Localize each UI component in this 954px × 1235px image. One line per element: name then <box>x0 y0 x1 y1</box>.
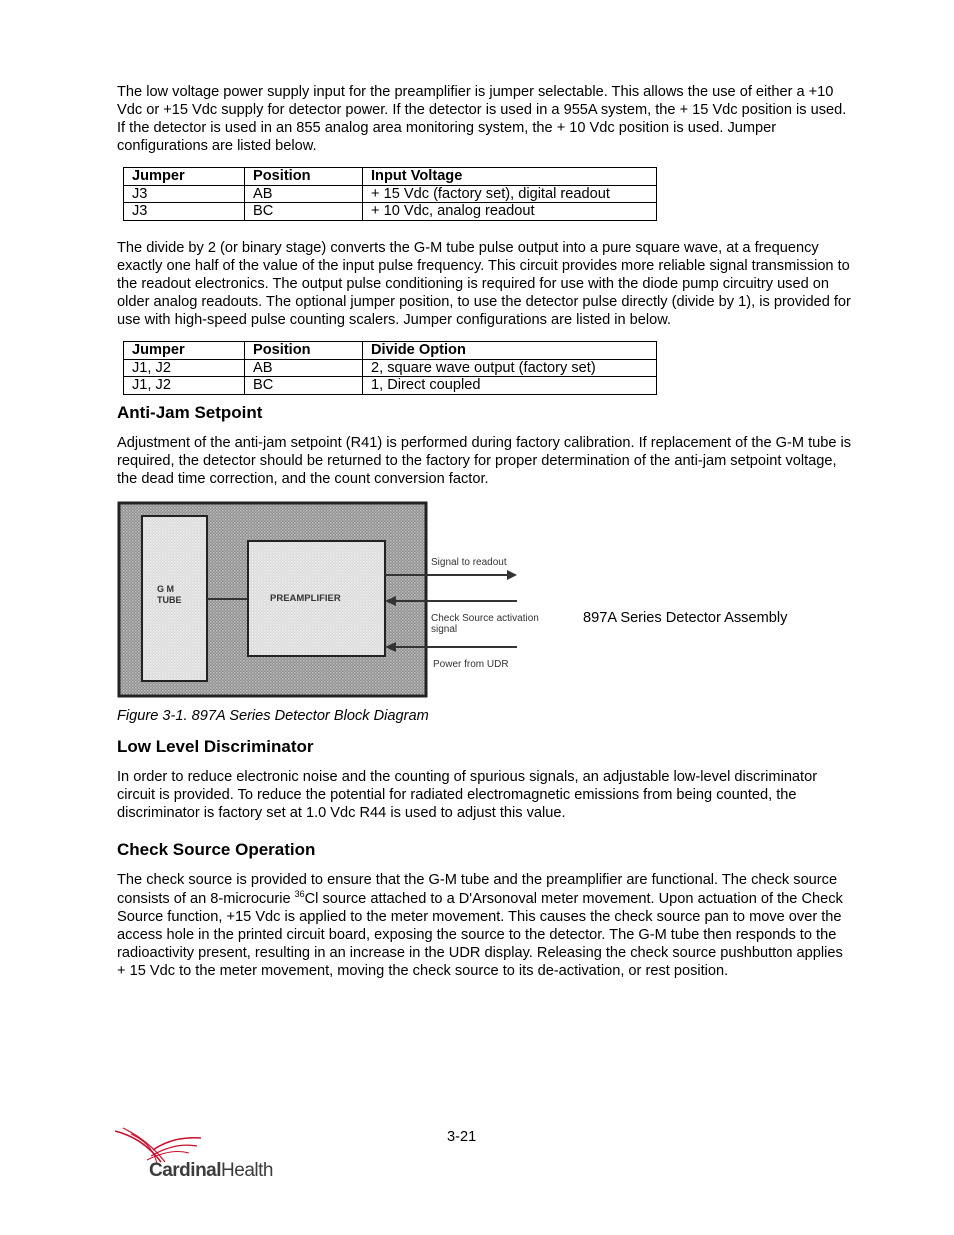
preamplifier-label: PREAMPLIFIER <box>270 593 341 605</box>
table-header: Divide Option <box>363 342 657 360</box>
check-source-label: Check Source activation <box>431 613 539 625</box>
table-row <box>124 377 657 395</box>
table-row <box>124 185 657 203</box>
page-content <box>117 83 855 980</box>
check-source-label: signal <box>431 624 458 636</box>
table-cell: J3 <box>124 185 245 203</box>
jumper-divide-table <box>123 341 657 395</box>
table-cell: + 15 Vdc (factory set), digital readout <box>363 185 657 203</box>
signal-arrowhead <box>507 570 517 580</box>
section-heading-lld: Low Level Discriminator <box>117 737 314 757</box>
table-cell: J1, J2 <box>124 377 245 395</box>
page-number: 3-21 <box>447 1129 477 1145</box>
logo-wordmark-bold: Cardinal <box>149 1160 222 1181</box>
logo-wordmark-regular: Health <box>221 1160 273 1181</box>
paragraph-lld: In order to reduce electronic noise and the counting of spurious signals, an adjustable low-level discriminator circuit is provided. To reduce the potential for radiated electromagnetic emissions from being counted, the discriminator is factory set at 1.0 Vdc R44 is used to adjust this value. <box>117 769 818 822</box>
table-cell: BC <box>245 203 363 221</box>
check-source-text-start: The check source is provided to ensure that the G-M tube and the preamplifier are functional. The check source consists of an 8-microcurie <box>117 872 838 907</box>
table-cell: 2, square wave output (factory set) <box>363 359 657 377</box>
table-cell: J1, J2 <box>124 359 245 377</box>
table-header: Position <box>245 342 363 360</box>
table-cell: + 10 Vdc, analog readout <box>363 203 657 221</box>
cardinal-health-logo <box>113 1126 273 1186</box>
power-label: Power from UDR <box>433 659 509 671</box>
paragraph-check-source <box>117 871 855 980</box>
table-header: Jumper <box>124 168 245 186</box>
table-header-row <box>124 168 657 186</box>
signal-label: Signal to readout <box>431 557 507 569</box>
logo-wordmark <box>149 1160 273 1182</box>
section-heading-check-source: Check Source Operation <box>117 840 316 860</box>
table-cell: AB <box>245 185 363 203</box>
block-diagram <box>117 501 855 701</box>
table-row <box>124 359 657 377</box>
paragraph-power-supply: The low voltage power supply input for the preamplifier is jumper selectable. This allows the use of either a +10 Vdc or +15 Vdc supply for detector power. If the detector is used in a 955A system, the + 15 Vdc position is used. If the detector is used in an 855 analog area monitoring system, the + 10 Vdc position is used. Jumper configurations are listed below. <box>117 84 847 155</box>
isotope-superscript: 36 <box>294 888 305 899</box>
table-header-row <box>124 342 657 360</box>
figure-caption: Figure 3-1. 897A Series Detector Block Diagram <box>117 708 429 725</box>
paragraph-anti-jam: Adjustment of the anti-jam setpoint (R41) is performed during factory calibration. If replacement of the G-M tube is required, the detector should be returned to the factory for proper determination of the anti-jam setpoint voltage, the dead time correction, and the count conversion factor. <box>117 434 852 488</box>
table-cell: BC <box>245 377 363 395</box>
section-heading-anti-jam: Anti-Jam Setpoint <box>117 402 263 422</box>
gm-tube-label: G M <box>157 584 174 595</box>
table-cell: 1, Direct coupled <box>363 377 657 395</box>
jumper-voltage-table <box>123 167 657 221</box>
gm-tube-label: TUBE <box>157 595 182 606</box>
table-cell: J3 <box>124 203 245 221</box>
table-header: Jumper <box>124 342 245 360</box>
check-source-text-end: Cl source attached to a D'Arsonoval meter movement. Upon actuation of the Check Source function, +15 Vdc is applied to the meter movement. This causes the check source pan to move over the access hole in the printed circuit board, exposing the source to the detector. The G-M tube then responds to the radioactivity present, resulting in an increase in the UDR display. Releasing the check source pushbutton applies + 15 Vdc to the meter movement, moving the check source to its de-activation, or rest position. <box>117 890 843 979</box>
paragraph-divide-by-2: The divide by 2 (or binary stage) converts the G-M tube pulse output into a pure square wave, at a frequency exactly one half of the value of the input pulse frequency. This circuit provides more reliable signal transmission to the readout electronics. The output pulse conditioning is required for use with the diode pump circuitry used on older analog readouts. The optional jumper position, to use the detector pulse directly (divide by 1), is provided for use with high-speed pulse counting scalers. Jumper configurations are listed in below. <box>117 239 851 329</box>
table-header: Position <box>245 168 363 186</box>
assembly-label: 897A Series Detector Assembly <box>583 610 788 627</box>
table-row <box>124 203 657 221</box>
table-cell: AB <box>245 359 363 377</box>
table-header: Input Voltage <box>363 168 657 186</box>
block-diagram-figure <box>117 501 855 701</box>
